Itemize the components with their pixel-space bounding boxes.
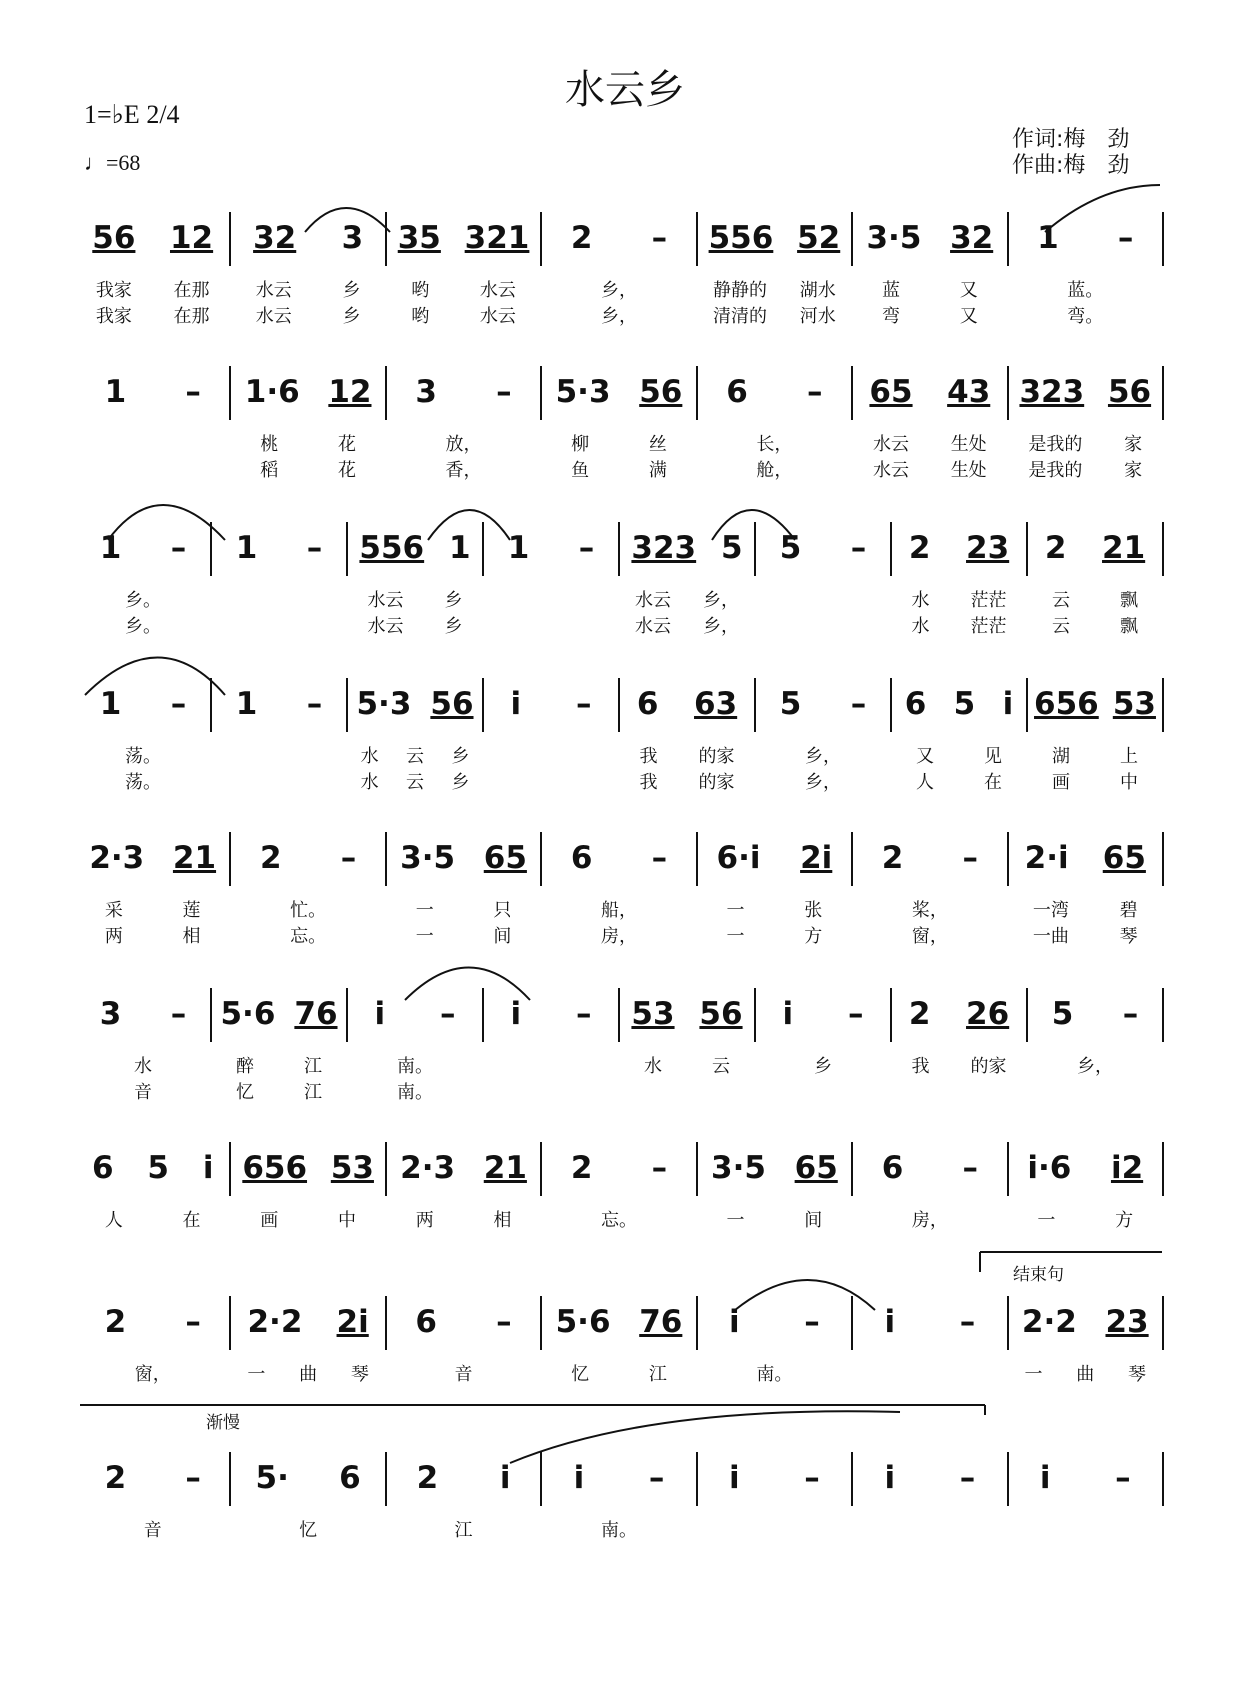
lyric-word: 窗， <box>911 926 948 947</box>
lyric-word: 水 <box>911 590 930 611</box>
note-group: 3·5 <box>711 1150 766 1186</box>
lyric-word: 家 <box>1124 434 1143 455</box>
lyric-word: 忘。 <box>290 926 327 947</box>
lyric-word: 乡， <box>805 772 841 793</box>
lyric-word: 南。 <box>600 1520 637 1541</box>
note-group: 656 <box>1034 686 1099 722</box>
note-group: 76 <box>294 996 338 1032</box>
lyric-word: 是我的 <box>1028 434 1083 455</box>
lyric-word: 在 <box>984 772 1002 793</box>
lyric-word: 生处 <box>950 434 987 455</box>
lyric-word: 蓝。 <box>1067 280 1104 301</box>
note-group: 21 <box>483 1150 527 1186</box>
lyric-word: 音 <box>143 1520 162 1541</box>
lyric-word: 一 <box>726 1210 745 1231</box>
lyric-word: 乡。 <box>125 590 161 611</box>
note-group: i <box>729 1304 740 1340</box>
lyric-word: 云 <box>405 772 424 793</box>
note-group: i <box>1039 1460 1051 1496</box>
note-group: – <box>962 1150 978 1186</box>
note-group: 21 <box>172 840 217 876</box>
note-group: 21 <box>1102 530 1146 566</box>
lyric-word: 水云 <box>872 460 909 481</box>
lyric-word: 弯。 <box>1067 306 1104 327</box>
note-group: 32 <box>950 220 994 256</box>
lyric-word: 我家 <box>95 306 132 327</box>
note-group: – <box>576 996 592 1032</box>
note-group: i <box>884 1304 896 1340</box>
lyric-word: 乡 <box>444 616 463 637</box>
note-group: 1 <box>104 374 127 410</box>
note-group: 1 <box>99 530 122 566</box>
lyric-word: 在那 <box>173 280 210 301</box>
note-group: – <box>185 1460 201 1496</box>
note-group: 2 <box>570 1150 593 1186</box>
note-group: i <box>1002 686 1014 722</box>
note-group: 5 <box>1051 996 1074 1032</box>
note-group: – <box>440 996 456 1032</box>
note-group: 32 <box>253 220 297 256</box>
lyric-word: 在那 <box>173 306 210 327</box>
lyric-word: 琴 <box>1128 1364 1147 1385</box>
lyric-word: 花 <box>337 460 356 481</box>
lyric-word: 舱， <box>756 460 793 481</box>
note-group: 323 <box>631 530 697 566</box>
lyric-word: 我 <box>639 772 658 793</box>
note-group: i·6 <box>1027 1150 1072 1186</box>
note-group: 6 <box>726 374 748 410</box>
note-group: – <box>170 686 187 722</box>
lyric-word: 湖水 <box>799 280 836 301</box>
lyric-word: 一 <box>1037 1210 1056 1231</box>
lyric-word: 水 <box>134 1056 152 1077</box>
lyric-word: 长， <box>756 434 793 455</box>
ritardando-mark: 渐慢 <box>206 1413 240 1433</box>
note-group: 76 <box>639 1304 683 1340</box>
lyric-word: 放， <box>445 434 482 455</box>
lyric-word: 桃 <box>260 434 279 455</box>
lyric-word: 又 <box>916 746 934 767</box>
lyric-word: 荡。 <box>125 746 161 767</box>
note-group: i2 <box>1110 1150 1144 1186</box>
ending-mark: 结束句 <box>1013 1265 1064 1285</box>
lyric-word: 在 <box>182 1210 201 1231</box>
lyric-word: 柳 <box>571 434 590 455</box>
note-group: 1·6 <box>244 374 300 410</box>
note-group: 6 <box>881 1150 904 1186</box>
lyric-word: 房， <box>911 1210 948 1231</box>
note-group: 556 <box>359 530 425 566</box>
lyric-word: 画 <box>260 1210 279 1231</box>
note-group: – <box>651 220 668 256</box>
note-group: i <box>884 1460 896 1496</box>
lyric-word: 江 <box>648 1364 667 1385</box>
lyric-word: 忆 <box>236 1082 254 1103</box>
note-group: 2·2 <box>1021 1304 1077 1340</box>
note-group: 2 <box>908 996 931 1032</box>
lyric-word: 弯 <box>881 306 900 327</box>
note-group: 65 <box>483 840 527 876</box>
note-group: i <box>573 1460 585 1496</box>
note-group: – <box>850 686 867 722</box>
note-group: 556 <box>708 220 774 256</box>
lyric-word: 水云 <box>255 306 292 327</box>
note-group: 6 <box>570 840 593 876</box>
lyric-word: 一湾 <box>1032 900 1069 921</box>
lyric-word: 清清的 <box>713 306 768 327</box>
note-group: – <box>185 1304 201 1340</box>
note-group: 56 <box>430 686 474 722</box>
note-group: i <box>510 996 522 1032</box>
note-group: – <box>959 1304 976 1340</box>
lyric-word: 一 <box>415 926 434 947</box>
note-group: 2 <box>1044 530 1067 566</box>
note-group: 12 <box>169 220 214 256</box>
note-group: 1 <box>235 530 258 566</box>
lyricist-credit: 作词:梅 劲 <box>1012 127 1130 152</box>
lyric-word: 荡。 <box>125 772 161 793</box>
note-group: i <box>729 1460 740 1496</box>
note-group: 2i <box>336 1304 369 1340</box>
lyric-word: 南。 <box>756 1364 793 1385</box>
note-group: 2 <box>881 840 904 876</box>
note-group: 12 <box>328 374 372 410</box>
note-group: – <box>1115 1460 1131 1496</box>
note-group: – <box>578 530 595 566</box>
lyric-word: 音 <box>134 1082 152 1103</box>
lyric-word: 乡， <box>703 590 739 611</box>
lyric-word: 琴 <box>1119 926 1138 947</box>
lyric-word: 水 <box>644 1056 662 1077</box>
lyric-word: 飘 <box>1120 616 1138 637</box>
note-group: 6 <box>91 1150 114 1186</box>
note-group: 656 <box>242 1150 308 1186</box>
lyric-word: 水云 <box>367 616 404 637</box>
note-group: – <box>850 530 867 566</box>
note-group: 53 <box>631 996 675 1032</box>
note-group: 2 <box>104 1460 127 1496</box>
lyric-word: 水云 <box>479 280 516 301</box>
lyric-word: 张 <box>804 900 823 921</box>
note-group: 56 <box>1107 374 1152 410</box>
lyric-word: 满 <box>648 460 667 481</box>
note-group: – <box>848 996 864 1032</box>
note-group: – <box>496 1304 512 1340</box>
note-group: 53 <box>1112 686 1156 722</box>
lyric-word: 我 <box>911 1056 930 1077</box>
lyric-word: 房， <box>600 926 637 947</box>
lyric-word: 江 <box>304 1056 322 1077</box>
note-group: – <box>648 1460 665 1496</box>
lyric-word: 两 <box>104 926 123 947</box>
note-group: 2 <box>570 220 593 256</box>
note-group: 2·3 <box>400 1150 456 1186</box>
lyric-word: 两 <box>415 1210 434 1231</box>
lyric-word: 水云 <box>635 616 671 637</box>
note-group: 323 <box>1019 374 1085 410</box>
lyric-word: 只 <box>493 900 512 921</box>
lyric-word: 中 <box>1120 772 1138 793</box>
note-group: 56 <box>699 996 743 1032</box>
note-group: 65 <box>1102 840 1146 876</box>
lyric-word: 采 <box>104 900 123 921</box>
lyric-word: 蓝 <box>881 280 900 301</box>
note-group: 3 <box>341 220 364 256</box>
note-group: 56 <box>92 220 136 256</box>
lyric-word: 花 <box>337 434 356 455</box>
lyric-word: 见 <box>984 746 1002 767</box>
note-group: 2·3 <box>89 840 145 876</box>
lyric-word: 水云 <box>367 590 404 611</box>
lyric-word: 香， <box>445 460 482 481</box>
lyric-word: 人 <box>916 772 934 793</box>
lyric-word: 方 <box>804 926 823 947</box>
lyric-word: 丝 <box>648 434 667 455</box>
note-group: 5 <box>720 530 743 566</box>
note-group: 1 <box>507 530 530 566</box>
note-group: – <box>340 840 357 876</box>
note-group: 23 <box>966 530 1010 566</box>
lyric-word: 忘。 <box>600 1210 637 1231</box>
note-group: 6 <box>339 1460 361 1496</box>
note-group: 2·i <box>1024 840 1069 876</box>
note-group: 5 <box>779 530 802 566</box>
lyric-word: 哟 <box>411 306 430 327</box>
lyric-word: 水 <box>360 772 379 793</box>
note-group: 2i <box>800 840 833 876</box>
note-group: 3 <box>99 996 122 1032</box>
key-label: 1=♭E <box>84 100 140 129</box>
lyric-word: 静静的 <box>713 280 768 301</box>
lyric-word: 云 <box>1052 590 1070 611</box>
note-group: 5 <box>779 686 802 722</box>
note-group: 5· <box>255 1460 289 1496</box>
note-group: – <box>496 374 512 410</box>
note-group: i <box>499 1460 511 1496</box>
note-group: 26 <box>966 996 1010 1032</box>
lyric-word: 河水 <box>799 306 836 327</box>
note-group: – <box>807 374 823 410</box>
time-signature: 2/4 <box>146 100 180 129</box>
lyric-word: 水 <box>360 746 379 767</box>
lyric-word: 相 <box>182 926 201 947</box>
lyric-word: 乡 <box>342 280 361 301</box>
lyric-word: 忙。 <box>290 900 327 921</box>
lyric-word: 莲 <box>182 900 201 921</box>
lyric-word: 乡 <box>814 1056 832 1077</box>
lyric-word: 又 <box>959 306 978 327</box>
lyric-word: 水云 <box>479 306 516 327</box>
lyric-word: 乡， <box>600 306 637 327</box>
note-group: i <box>782 996 794 1032</box>
lyric-word: 云 <box>712 1056 730 1077</box>
lyric-word: 乡 <box>342 306 361 327</box>
note-group: – <box>170 996 187 1032</box>
lyric-word: 上 <box>1120 746 1138 767</box>
note-group: 5 <box>147 1150 169 1186</box>
note-group: – <box>170 530 187 566</box>
note-group: 1 <box>1037 220 1059 256</box>
lyric-word: 忆 <box>571 1364 590 1385</box>
note-group: 2 <box>104 1304 127 1340</box>
note-group: – <box>651 1150 668 1186</box>
note-group: – <box>962 840 978 876</box>
note-group: 2·2 <box>247 1304 303 1340</box>
lyric-word: 鱼 <box>571 460 590 481</box>
lyric-word: 云 <box>405 746 424 767</box>
lyric-word: 水 <box>911 616 930 637</box>
note-group: 6·i <box>716 840 761 876</box>
lyric-word: 琴 <box>350 1364 369 1385</box>
note-group: – <box>959 1460 976 1496</box>
note-group: – <box>804 1304 820 1340</box>
lyric-word: 飘 <box>1120 590 1138 611</box>
note-group: 1 <box>448 530 471 566</box>
lyric-word: 一 <box>247 1364 266 1385</box>
lyric-word: 间 <box>804 1210 823 1231</box>
note-group: 63 <box>694 686 738 722</box>
lyric-word: 的家 <box>970 1056 1007 1077</box>
lyric-word: 哟 <box>411 280 430 301</box>
lyric-word: 醉 <box>236 1056 254 1077</box>
note-group: 2 <box>260 840 282 876</box>
note-group: 321 <box>464 220 530 256</box>
lyric-word: 音 <box>454 1364 473 1385</box>
lyric-word: 一 <box>415 900 434 921</box>
lyric-word: 一 <box>726 926 745 947</box>
lyric-word: 乡， <box>600 280 637 301</box>
tempo-marking: ♩=68 <box>84 150 141 175</box>
note-group: 5·3 <box>555 374 611 410</box>
lyric-word: 江 <box>454 1520 473 1541</box>
lyric-word: 云 <box>1052 616 1070 637</box>
note-group: 6 <box>415 1304 437 1340</box>
note-group: 5·6 <box>220 996 276 1032</box>
note-group: 3·5 <box>400 840 456 876</box>
note-group: 6 <box>636 686 659 722</box>
lyric-word: 湖 <box>1052 746 1070 767</box>
lyric-word: 乡 <box>444 590 463 611</box>
lyric-word: 乡， <box>703 616 739 637</box>
lyric-word: 家 <box>1124 460 1143 481</box>
lyric-word: 曲 <box>1076 1364 1095 1385</box>
note-group: 5·3 <box>356 686 412 722</box>
lyric-word: 稻 <box>260 460 279 481</box>
lyric-word: 窗， <box>134 1364 171 1385</box>
lyric-word: 江 <box>304 1082 322 1103</box>
lyric-word: 乡， <box>805 746 841 767</box>
note-group: – <box>1122 996 1139 1032</box>
lyric-word: 又 <box>959 280 978 301</box>
lyric-word: 南。 <box>397 1056 433 1077</box>
lyric-word: 间 <box>493 926 512 947</box>
lyric-word: 乡， <box>1077 1056 1113 1077</box>
note-group: – <box>1117 220 1134 256</box>
note-group: 35 <box>397 220 441 256</box>
note-group: i <box>202 1150 214 1186</box>
lyric-word: 的家 <box>698 772 735 793</box>
composer-credit: 作曲:梅 劲 <box>1012 153 1130 178</box>
lyric-word: 相 <box>493 1210 512 1231</box>
lyric-word: 中 <box>337 1210 356 1231</box>
note-group: 6 <box>904 686 927 722</box>
lyric-word: 水云 <box>872 434 909 455</box>
note-group: – <box>306 686 323 722</box>
lyric-word: 茫茫 <box>970 590 1007 611</box>
lyric-word: 一 <box>1024 1364 1043 1385</box>
lyric-word: 乡。 <box>125 616 161 637</box>
lyric-word: 我 <box>639 746 658 767</box>
note-group: 3·5 <box>866 220 922 256</box>
note-group: 56 <box>639 374 683 410</box>
song-title: 水云乡 <box>565 67 685 113</box>
note-group: 3 <box>415 374 437 410</box>
note-group: i <box>510 686 522 722</box>
lyric-word: 一 <box>726 900 745 921</box>
lyric-word: 乡 <box>451 772 470 793</box>
note-group: 43 <box>947 374 991 410</box>
note-group: i <box>374 996 386 1032</box>
lyric-word: 的家 <box>698 746 735 767</box>
lyric-word: 水云 <box>255 280 292 301</box>
note-group: 5·6 <box>555 1304 611 1340</box>
note-group: – <box>306 530 323 566</box>
lyric-word: 方 <box>1115 1210 1134 1231</box>
note-group: 53 <box>330 1150 374 1186</box>
lyric-word: 忆 <box>299 1520 318 1541</box>
note-group: 1 <box>99 686 122 722</box>
note-group: 2 <box>908 530 931 566</box>
note-group: – <box>804 1460 820 1496</box>
lyric-word: 生处 <box>950 460 987 481</box>
note-group: 65 <box>869 374 913 410</box>
note-group: 1 <box>235 686 258 722</box>
lyric-word: 画 <box>1052 772 1070 793</box>
note-group: 65 <box>794 1150 838 1186</box>
lyric-word: 曲 <box>299 1364 318 1385</box>
note-group: 23 <box>1105 1304 1149 1340</box>
note-group: – <box>651 840 668 876</box>
lyric-word: 乡 <box>451 746 470 767</box>
lyric-word: 南。 <box>397 1082 433 1103</box>
note-group: 5 <box>953 686 976 722</box>
lyric-word: 茫茫 <box>970 616 1007 637</box>
lyric-word: 碧 <box>1119 900 1138 921</box>
lyric-word: 桨， <box>911 900 948 921</box>
note-group: – <box>576 686 592 722</box>
note-group: 2 <box>416 1460 439 1496</box>
note-group: – <box>185 374 201 410</box>
lyric-word: 水云 <box>635 590 671 611</box>
lyric-word: 是我的 <box>1028 460 1083 481</box>
note-group: 52 <box>797 220 841 256</box>
lyric-word: 一曲 <box>1032 926 1069 947</box>
lyric-word: 人 <box>104 1210 123 1231</box>
lyric-word: 我家 <box>95 280 132 301</box>
lyric-word: 船， <box>600 900 637 921</box>
